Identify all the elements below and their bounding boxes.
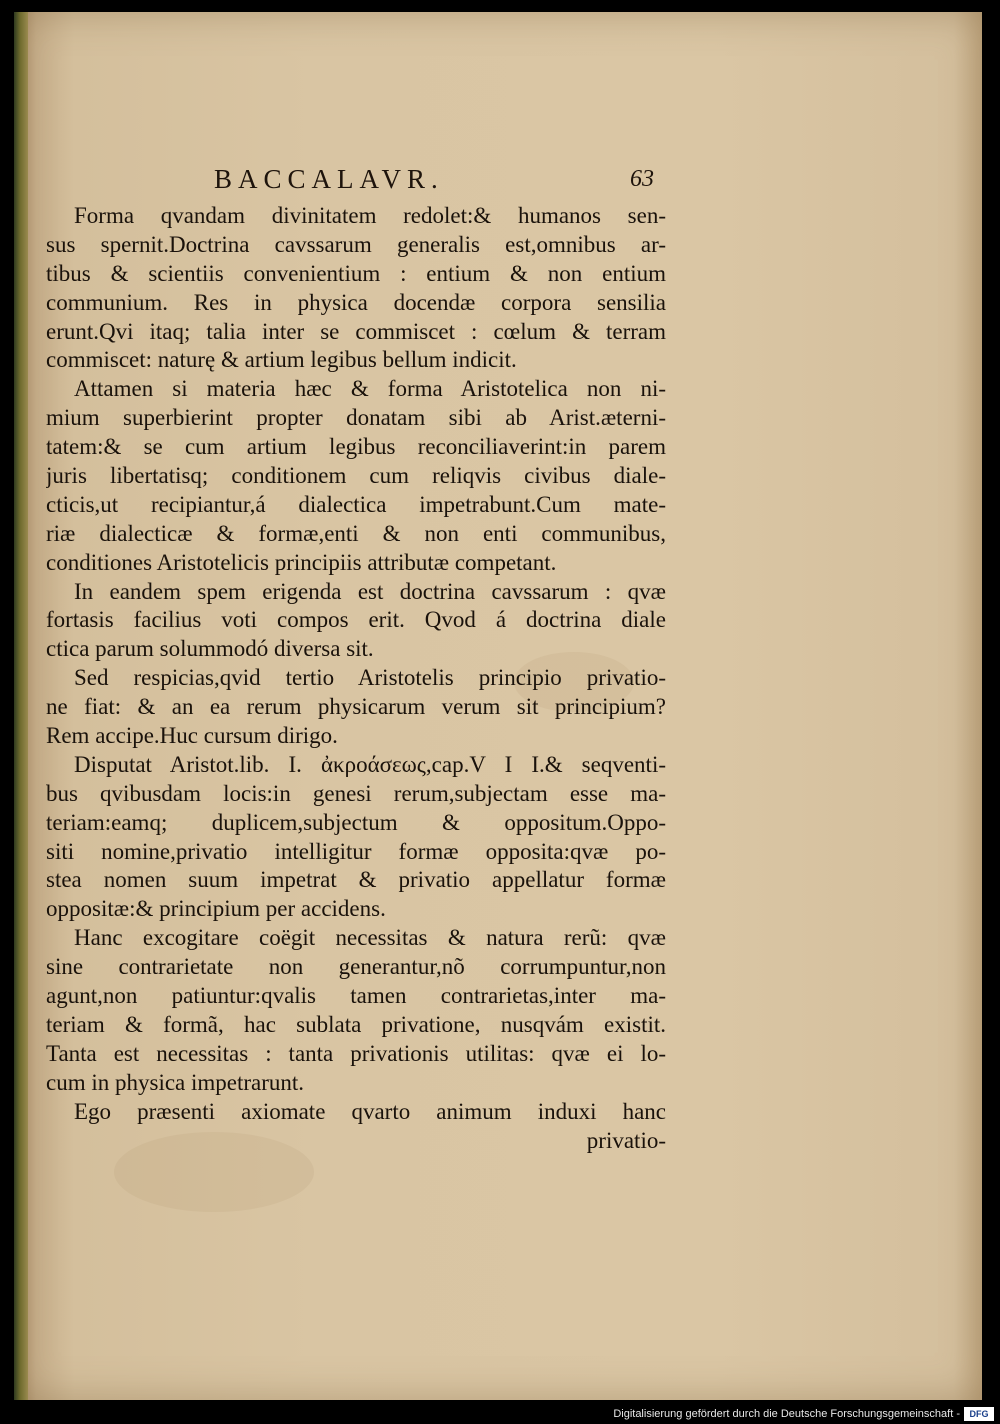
- text-line: In eandem spem erigenda est doctrina cavssarum : qvæ: [74, 578, 666, 604]
- text-line: siti nomine,privatio intelligitur formæ opposita:qvæ po-: [46, 838, 666, 864]
- dfg-logo: DFG: [964, 1407, 994, 1421]
- text-line: commiscet: naturę & artium legibus bellum indicit.: [46, 347, 517, 373]
- text-line: Rem accipe.Huc cursum dirigo.: [46, 723, 338, 749]
- book-page: [14, 12, 982, 1400]
- text-line: ctica parum solummodó diversa sit.: [46, 636, 374, 662]
- text-line: cticis,ut recipiantur,á dialectica impetrabunt.Cum mate-: [46, 491, 666, 517]
- text-line: fortasis facilius voti compos erit. Qvod á doctrina diale: [46, 607, 666, 633]
- text-line: Tanta est necessitas : tanta privationis utilitas: qvæ ei lo-: [46, 1040, 666, 1066]
- text-line: agunt,non patiuntur:qvalis tamen contrarietas,inter ma-: [46, 983, 666, 1009]
- text-line: Sed respicias,qvid tertio Aristotelis principio privatio-: [74, 665, 666, 691]
- running-head: BACCALAVR.: [214, 164, 444, 194]
- text-line: Hanc excogitare coëgit necessitas & natura rerũ: qvæ: [74, 925, 666, 951]
- text-line: bus qvibusdam locis:in genesi rerum,subjectam esse ma-: [46, 780, 666, 806]
- text-line: tatem:& se cum artium legibus reconciliaverint:in parem: [46, 434, 666, 460]
- text-line: erunt.Qvi itaq; talia inter se commiscet : cœlum & terram: [46, 318, 666, 344]
- text-line: Forma qvandam divinitatem redolet:& humanos sen-: [74, 203, 666, 228]
- text-line: stea nomen suum impetrat & privatio appellatur formæ: [46, 867, 666, 893]
- text-line: Ego præsenti axiomate qvarto animum induxi hanc: [74, 1098, 666, 1124]
- digitization-credit: Digitalisierung gefördert durch die Deutsche Forschungsgemeinschaft -: [613, 1408, 960, 1420]
- text-line: riæ dialecticæ & formæ,enti & non enti communibus,: [46, 520, 666, 546]
- text-line: tibus & scientiis convenientium : entium & non entium: [46, 260, 666, 286]
- text-line: conditiones Aristotelicis principiis attributæ competant.: [46, 549, 557, 575]
- catchword: privatio-: [586, 1127, 666, 1153]
- text-line: mium superbierint propter donatam sibi ab Arist.æterni-: [46, 405, 666, 431]
- text-line: teriam & formã, hac sublata privatione, nusqvám existit.: [46, 1011, 666, 1037]
- page-header: [214, 164, 654, 204]
- text-line: ne fiat: & an ea rerum physicarum verum sit principium?: [46, 694, 666, 720]
- text-line: sine contrarietate non generantur,nõ corrumpuntur,non: [46, 954, 666, 980]
- text-line: cum in physica impetrarunt.: [46, 1069, 305, 1095]
- text-line: teriam:eamq; duplicem,subjectum & oppositum.Oppo-: [46, 809, 666, 835]
- text-line: juris libertatisq; conditionem cum reliqvis civibus diale-: [46, 463, 666, 489]
- text-line: Attamen si materia hæc & forma Aristotelica non ni-: [74, 376, 666, 402]
- text-line: sus spernit.Doctrina cavssarum generalis est,omnibus ar-: [46, 231, 666, 257]
- text-line: oppositæ:& principium per accidens.: [46, 896, 386, 922]
- text-line: Disputat Aristot.lib. I. ἀκροάσεως,cap.V I I.& seqventi-: [74, 751, 666, 777]
- body-text: [46, 202, 666, 1155]
- page-number: 63: [630, 166, 654, 192]
- text-line: communium. Res in physica docendæ corpora sensilia: [46, 289, 666, 315]
- book-spine-edge: [14, 12, 28, 1400]
